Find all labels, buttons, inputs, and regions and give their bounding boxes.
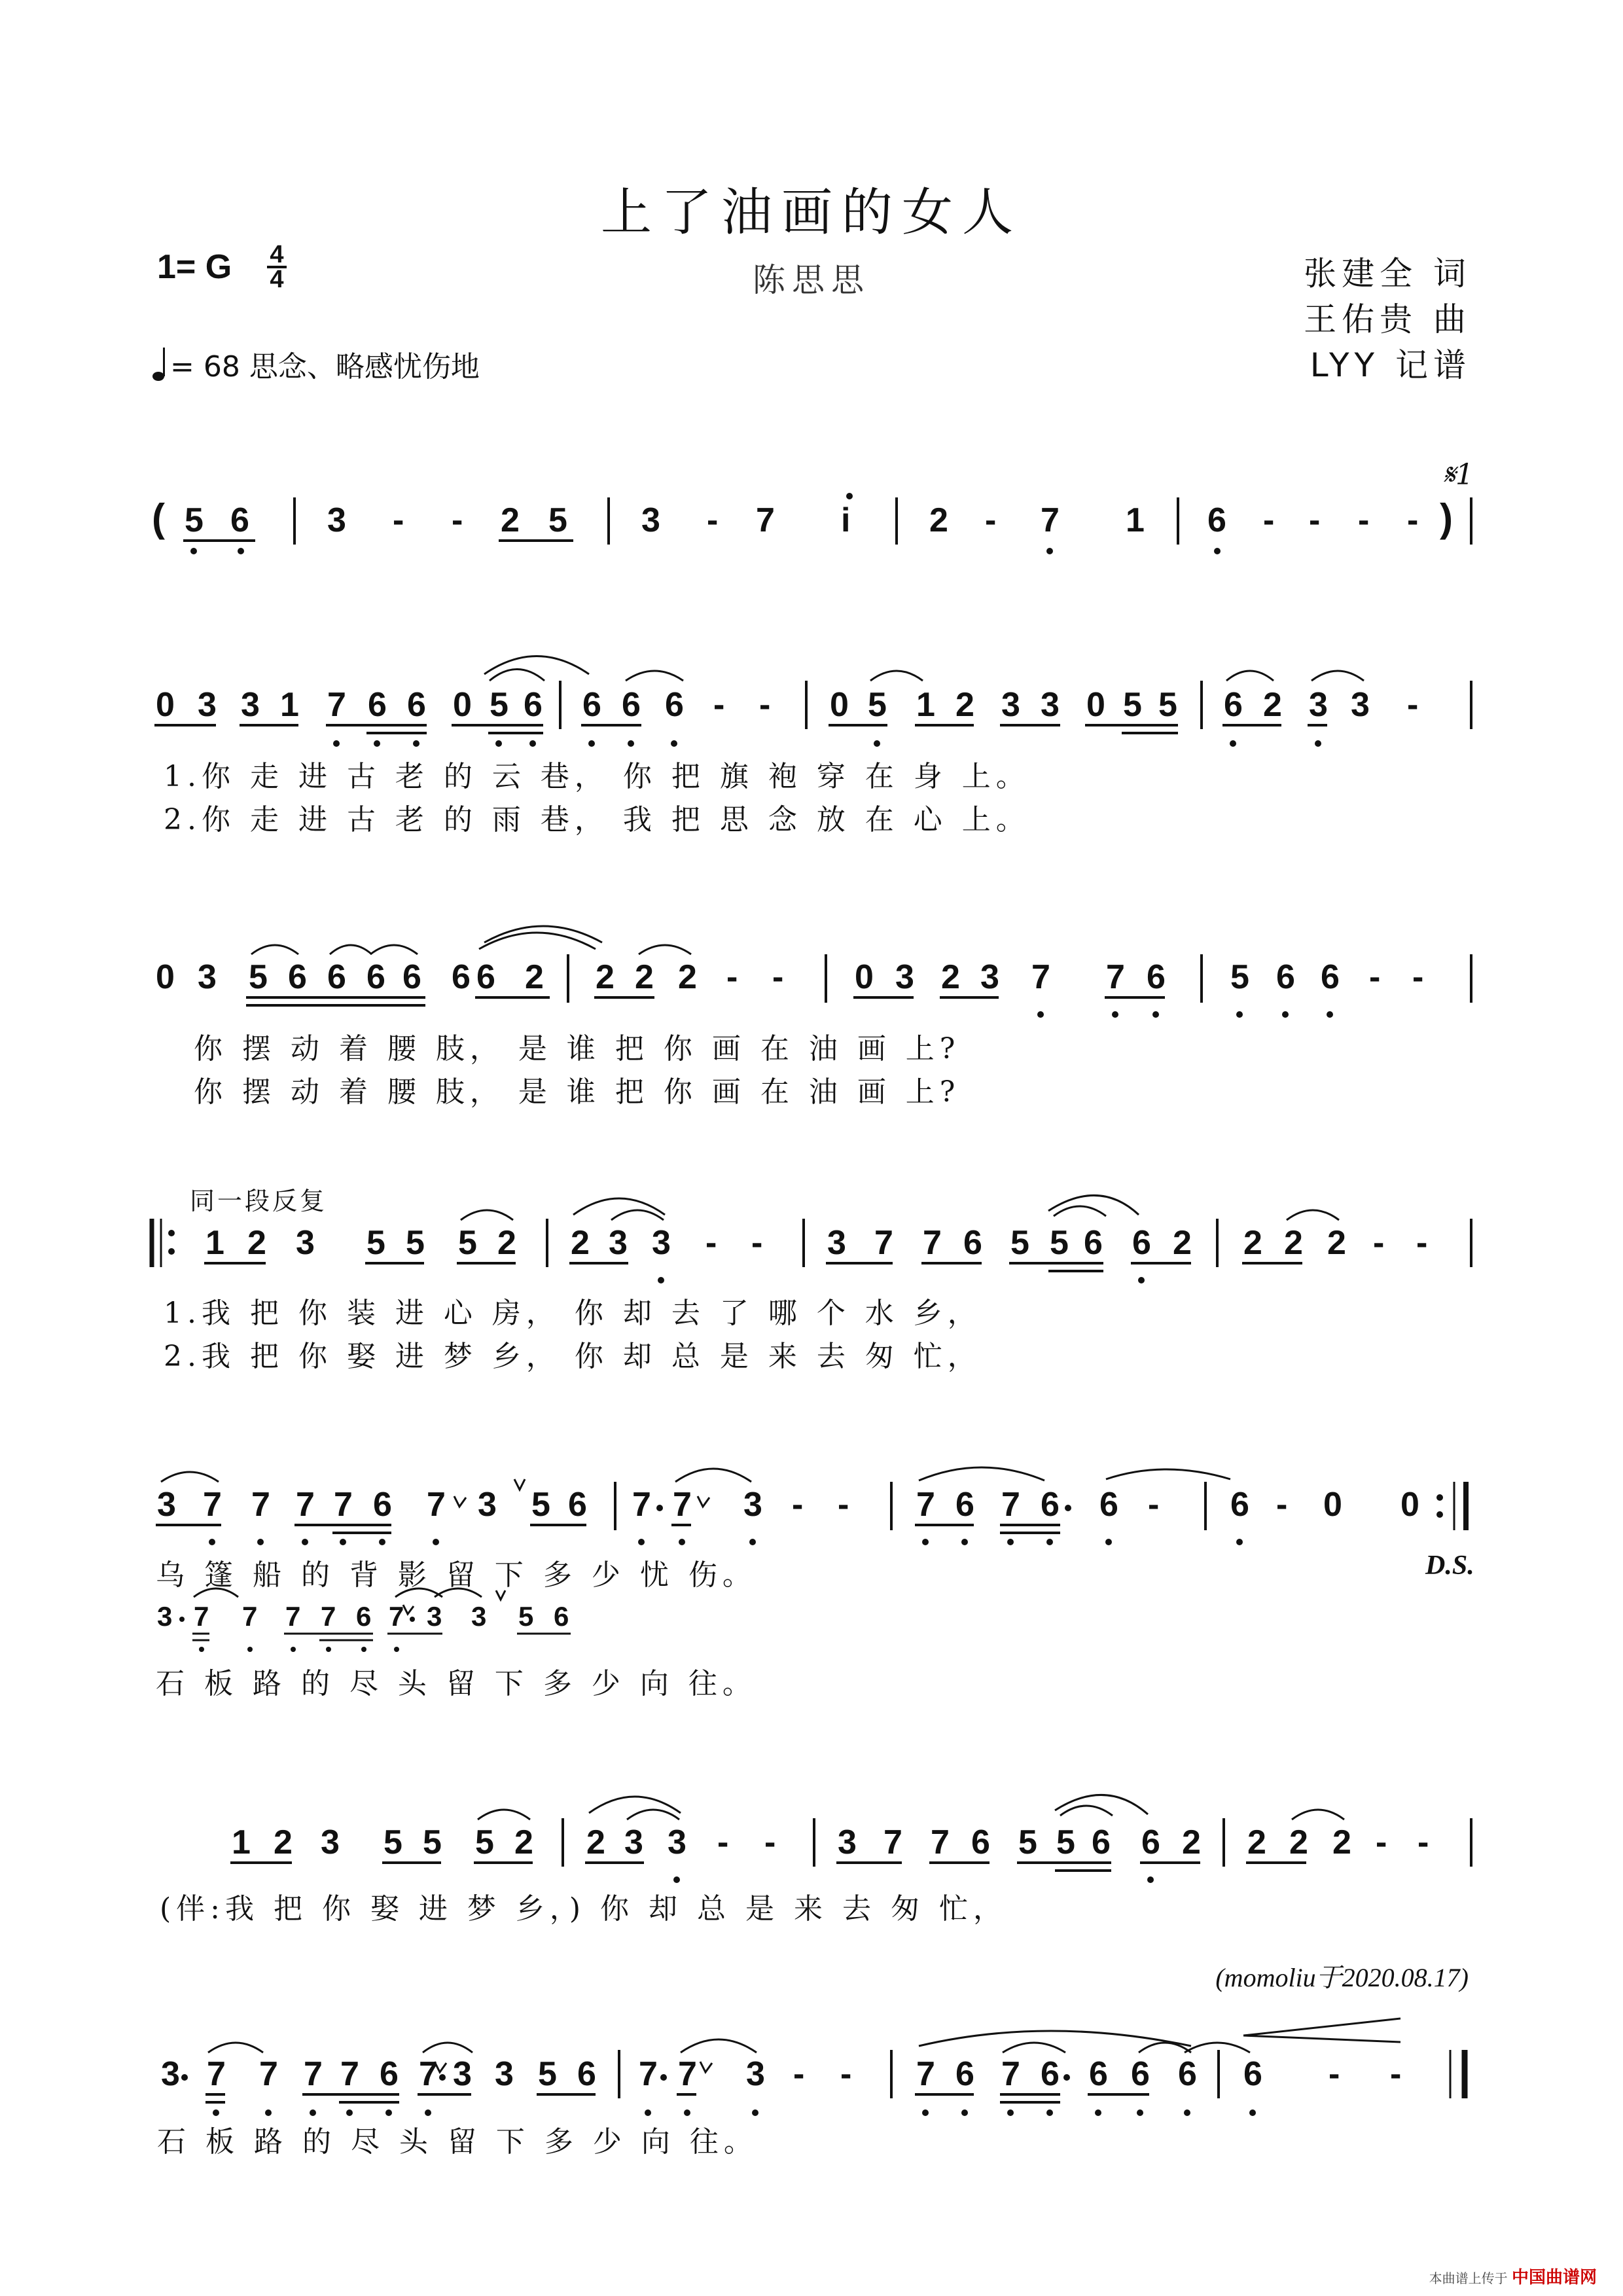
- svg-text:-: -: [1369, 958, 1381, 996]
- svg-text:3: 3: [895, 958, 914, 996]
- svg-text:6: 6: [1276, 958, 1295, 996]
- svg-text:0: 0: [1086, 686, 1105, 724]
- svg-text:5: 5: [1123, 686, 1142, 724]
- lyrics-row-4-verse-1: 1.我 把 你 装 进 心 房， 你 却 去 了 哪 个 水 乡，: [164, 1297, 982, 1330]
- svg-text:): ): [1440, 496, 1453, 540]
- svg-text:7: 7: [639, 2055, 658, 2093]
- song-title: 上了油画的女人: [600, 183, 1022, 242]
- svg-text:5: 5: [518, 1601, 534, 1632]
- lyrics-row-4-verse-2: 2.我 把 你 娶 进 梦 乡， 你 却 总 是 来 去 匆 忙，: [164, 1340, 982, 1373]
- svg-text:6: 6: [1099, 1486, 1118, 1524]
- footer-credit: [1429, 2264, 1597, 2288]
- svg-text:3: 3: [296, 1224, 315, 1262]
- svg-text:6: 6: [1230, 1486, 1249, 1524]
- svg-text:3: 3: [624, 1823, 643, 1861]
- score-row-1: [152, 493, 1471, 554]
- svg-text:7: 7: [916, 2055, 935, 2093]
- svg-text:-: -: [1263, 501, 1275, 539]
- svg-text:6: 6: [971, 1823, 990, 1861]
- lyricist-credit: 张建全 词: [1304, 255, 1471, 293]
- svg-text:7: 7: [923, 1224, 942, 1262]
- svg-text:0: 0: [830, 686, 849, 724]
- svg-text:6: 6: [955, 1486, 974, 1524]
- svg-text:3: 3: [478, 1486, 497, 1524]
- svg-text:2: 2: [1263, 686, 1282, 724]
- svg-text:3: 3: [827, 1224, 846, 1262]
- svg-text:0: 0: [855, 958, 874, 996]
- svg-text:7: 7: [756, 501, 775, 539]
- transcription-signature: (momoliu于2020.08.17): [1215, 1963, 1469, 1992]
- svg-text:5: 5: [490, 686, 508, 724]
- svg-text:-: -: [1276, 1486, 1288, 1524]
- svg-text:7: 7: [304, 2055, 323, 2093]
- svg-text:3: 3: [641, 501, 660, 539]
- svg-text:3: 3: [321, 1823, 340, 1861]
- svg-text:5: 5: [185, 501, 204, 539]
- svg-text:7: 7: [207, 2055, 226, 2093]
- svg-text:5: 5: [531, 1486, 550, 1524]
- svg-text:7: 7: [296, 1486, 315, 1524]
- time-bottom: 4: [270, 266, 284, 293]
- svg-text:7: 7: [931, 1823, 950, 1861]
- svg-text:7: 7: [1031, 958, 1050, 996]
- svg-text:5: 5: [1056, 1823, 1075, 1861]
- svg-text:6: 6: [1224, 686, 1243, 724]
- svg-text:3: 3: [980, 958, 999, 996]
- svg-text:6: 6: [476, 958, 495, 996]
- svg-text:7: 7: [1001, 1486, 1020, 1524]
- svg-text:7: 7: [427, 1486, 446, 1524]
- svg-text:6: 6: [622, 686, 641, 724]
- svg-text:3: 3: [1309, 686, 1328, 724]
- svg-text:-: -: [793, 2055, 805, 2093]
- svg-text:3: 3: [161, 2055, 180, 2093]
- svg-text:0: 0: [1323, 1486, 1342, 1524]
- svg-text:-: -: [1407, 501, 1419, 539]
- svg-text:2: 2: [1327, 1224, 1346, 1262]
- svg-text:6: 6: [582, 686, 601, 724]
- svg-text:6: 6: [1084, 1224, 1103, 1262]
- svg-text:-: -: [764, 1823, 776, 1861]
- svg-text:-: -: [713, 686, 725, 724]
- svg-text:7: 7: [1106, 958, 1125, 996]
- lyrics-row-3-verse-2: 你 摆 动 着 腰 肢， 是 谁 把 你 画 在 油 画 上?: [194, 1075, 961, 1109]
- svg-text:7: 7: [632, 1486, 651, 1524]
- transcriber-credit: LYY 记谱: [1310, 346, 1471, 384]
- svg-text:2: 2: [586, 1823, 605, 1861]
- svg-text:-: -: [1390, 2055, 1402, 2093]
- score-row-3: [156, 926, 1471, 1018]
- svg-text:7: 7: [194, 1601, 209, 1632]
- svg-text:2: 2: [1284, 1224, 1303, 1262]
- svg-text:-: -: [838, 1486, 849, 1524]
- svg-text:5: 5: [1050, 1224, 1069, 1262]
- svg-text:7: 7: [916, 1486, 935, 1524]
- svg-text:7: 7: [203, 1486, 222, 1524]
- svg-text:-: -: [1373, 1224, 1385, 1262]
- svg-text:5: 5: [458, 1224, 477, 1262]
- svg-text:7: 7: [883, 1823, 902, 1861]
- svg-text:5: 5: [475, 1823, 494, 1861]
- svg-text:-: -: [772, 958, 784, 996]
- svg-text:3: 3: [495, 2055, 514, 2093]
- svg-text:3: 3: [157, 1601, 173, 1632]
- svg-text:5: 5: [366, 1224, 385, 1262]
- svg-text:6: 6: [380, 2055, 399, 2093]
- svg-text:-: -: [985, 501, 997, 539]
- svg-text:3: 3: [327, 501, 346, 539]
- svg-text:6: 6: [1041, 1486, 1060, 1524]
- svg-text:-: -: [707, 501, 719, 539]
- svg-text:7: 7: [251, 1486, 270, 1524]
- lyrics-row-7: 石 板 路 的 尽 头 留 下 多 少 向 往。: [157, 2125, 758, 2159]
- svg-text:5: 5: [548, 501, 567, 539]
- svg-text:3: 3: [668, 1823, 687, 1861]
- svg-text:2: 2: [501, 501, 520, 539]
- svg-text:7: 7: [340, 2055, 359, 2093]
- score-row-7: [161, 2018, 1465, 2116]
- svg-text:7: 7: [419, 2055, 438, 2093]
- svg-text:3: 3: [241, 686, 260, 724]
- svg-text:-: -: [792, 1486, 804, 1524]
- svg-text:7: 7: [874, 1224, 893, 1262]
- svg-text:2: 2: [941, 958, 960, 996]
- svg-text:5: 5: [406, 1224, 425, 1262]
- svg-text:3: 3: [198, 958, 217, 996]
- svg-text:7: 7: [1001, 2055, 1020, 2093]
- svg-text:7: 7: [259, 2055, 278, 2093]
- repeat-label: 同一段反复: [190, 1187, 328, 1215]
- svg-text:6: 6: [963, 1224, 982, 1262]
- svg-text:6: 6: [230, 501, 249, 539]
- svg-text:5: 5: [1010, 1224, 1029, 1262]
- svg-text:6: 6: [554, 1601, 569, 1632]
- svg-text:-: -: [1329, 2055, 1340, 2093]
- svg-text:-: -: [393, 501, 404, 539]
- svg-text:2: 2: [1332, 1823, 1351, 1861]
- svg-text:0: 0: [156, 686, 175, 724]
- svg-text:6: 6: [1141, 1823, 1160, 1861]
- svg-text:5: 5: [423, 1823, 442, 1861]
- svg-text:3: 3: [838, 1823, 857, 1861]
- footer-site-logo[interactable]: 中国曲谱网: [1511, 2268, 1597, 2287]
- svg-text:2: 2: [929, 501, 948, 539]
- svg-text:2: 2: [1182, 1823, 1201, 1861]
- svg-text:2: 2: [274, 1823, 293, 1861]
- svg-text:2: 2: [247, 1224, 266, 1262]
- svg-text:2: 2: [678, 958, 697, 996]
- svg-text:6: 6: [366, 958, 385, 996]
- svg-text:5: 5: [1018, 1823, 1037, 1861]
- svg-text:-: -: [452, 501, 463, 539]
- svg-text:6: 6: [1178, 2055, 1197, 2093]
- svg-text:6: 6: [568, 1486, 587, 1524]
- svg-text:7: 7: [1041, 501, 1060, 539]
- svg-text:-: -: [1418, 1823, 1429, 1861]
- svg-text:-: -: [1407, 686, 1419, 724]
- svg-text:7: 7: [285, 1601, 301, 1632]
- svg-text:2: 2: [1289, 1823, 1308, 1861]
- svg-text:-: -: [717, 1823, 729, 1861]
- svg-text:6: 6: [356, 1601, 372, 1632]
- svg-text:1: 1: [205, 1224, 224, 1262]
- svg-text:6: 6: [327, 958, 346, 996]
- svg-text:3: 3: [453, 2055, 472, 2093]
- svg-text:3: 3: [609, 1224, 628, 1262]
- tempo-text: = 68 思念、略感忧伤地: [170, 350, 480, 384]
- svg-text:6: 6: [1092, 1823, 1111, 1861]
- key-signature: 1= G: [157, 248, 232, 286]
- svg-text:7: 7: [389, 1601, 404, 1632]
- svg-text:6: 6: [407, 686, 426, 724]
- svg-text:2: 2: [571, 1224, 590, 1262]
- score-row-4: [152, 1195, 1471, 1283]
- svg-text:3: 3: [1041, 686, 1060, 724]
- svg-text:(: (: [152, 496, 165, 540]
- lyrics-row-3-verse-1: 你 摆 动 着 腰 肢， 是 谁 把 你 画 在 油 画 上?: [194, 1032, 961, 1066]
- composer-credit: 王佑贵 曲: [1304, 300, 1471, 338]
- svg-text:3: 3: [1351, 686, 1370, 724]
- svg-text:-: -: [1376, 1823, 1387, 1861]
- svg-text:7: 7: [327, 686, 346, 724]
- svg-text:5: 5: [868, 686, 887, 724]
- svg-text:7: 7: [678, 2055, 697, 2093]
- svg-text:6: 6: [1131, 2055, 1150, 2093]
- svg-text:7: 7: [334, 1486, 353, 1524]
- svg-text:0: 0: [156, 958, 175, 996]
- lyrics-row-5: 乌 篷 船 的 背 影 留 下 多 少 忧 伤。: [156, 1558, 757, 1592]
- svg-text:i: i: [841, 501, 851, 539]
- svg-text:5: 5: [538, 2055, 557, 2093]
- svg-text:3: 3: [743, 1486, 762, 1524]
- svg-text:0: 0: [1400, 1486, 1419, 1524]
- lyrics-row-5-alt: 石 板 路 的 尽 头 留 下 多 少 向 往。: [156, 1667, 757, 1700]
- svg-text:1: 1: [916, 686, 935, 724]
- svg-text:2: 2: [1173, 1224, 1192, 1262]
- score-row-2: [154, 656, 1471, 747]
- singer-name: 陈思思: [753, 261, 870, 299]
- svg-text:2: 2: [525, 958, 544, 996]
- svg-text:-: -: [1416, 1224, 1428, 1262]
- svg-text:6: 6: [1243, 2055, 1262, 2093]
- svg-text:1: 1: [1126, 501, 1145, 539]
- svg-text:6: 6: [577, 2055, 596, 2093]
- svg-text:5: 5: [1158, 686, 1177, 724]
- svg-text:2: 2: [1247, 1823, 1266, 1861]
- svg-text:7: 7: [673, 1486, 692, 1524]
- svg-text:7: 7: [242, 1601, 258, 1632]
- svg-text:6: 6: [368, 686, 387, 724]
- svg-text:2: 2: [514, 1823, 533, 1861]
- svg-text:2: 2: [596, 958, 615, 996]
- svg-text:5: 5: [383, 1823, 402, 1861]
- svg-text:6: 6: [1321, 958, 1340, 996]
- svg-text:6: 6: [1207, 501, 1226, 539]
- svg-text:5: 5: [1230, 958, 1249, 996]
- svg-text:6: 6: [452, 958, 471, 996]
- svg-text:3: 3: [427, 1601, 442, 1632]
- svg-text:6: 6: [1147, 958, 1166, 996]
- svg-text:-: -: [751, 1224, 763, 1262]
- svg-text:-: -: [1412, 958, 1424, 996]
- svg-text:6: 6: [524, 686, 543, 724]
- svg-text:2: 2: [497, 1224, 516, 1262]
- svg-text:6: 6: [1132, 1224, 1151, 1262]
- svg-text:1: 1: [232, 1823, 251, 1861]
- segno-mark: 𝄋1: [1443, 458, 1474, 492]
- svg-text:2: 2: [955, 686, 974, 724]
- svg-text:-: -: [840, 2055, 852, 2093]
- svg-text:-: -: [1309, 501, 1321, 539]
- svg-text:3: 3: [471, 1601, 487, 1632]
- svg-text:2: 2: [1243, 1224, 1262, 1262]
- svg-text:3: 3: [157, 1486, 176, 1524]
- svg-text:6: 6: [955, 2055, 974, 2093]
- svg-text:-: -: [705, 1224, 717, 1262]
- svg-text:6: 6: [402, 958, 421, 996]
- svg-text:-: -: [726, 958, 738, 996]
- svg-text:-: -: [759, 686, 771, 724]
- svg-text:7: 7: [321, 1601, 336, 1632]
- svg-text:6: 6: [288, 958, 307, 996]
- svg-text:1: 1: [280, 686, 299, 724]
- svg-text:-: -: [1358, 501, 1370, 539]
- lyrics-row-6: (伴:我 把 你 娶 进 梦 乡，) 你 却 总 是 来 去 匆 忙，: [160, 1892, 1007, 1926]
- svg-text:6: 6: [665, 686, 684, 724]
- footer-upload-text: 本曲谱上传于: [1429, 2270, 1508, 2286]
- svg-text:6: 6: [1041, 2055, 1060, 2093]
- svg-text:0: 0: [453, 686, 472, 724]
- svg-text:6: 6: [1089, 2055, 1108, 2093]
- svg-text:-: -: [1148, 1486, 1160, 1524]
- lyrics-row-2-verse-2: 2.你 走 进 古 老 的 雨 巷， 我 把 思 念 放 在 心 上。: [164, 803, 1030, 836]
- svg-text:3: 3: [1001, 686, 1020, 724]
- svg-text:3: 3: [652, 1224, 671, 1262]
- score-row-6: [230, 1795, 1471, 1883]
- svg-text:3: 3: [746, 2055, 765, 2093]
- svg-text:2: 2: [635, 958, 654, 996]
- svg-text:5: 5: [249, 958, 268, 996]
- time-top: 4: [270, 241, 284, 268]
- svg-text:3: 3: [198, 686, 217, 724]
- ds-marking: D.S.: [1425, 1551, 1474, 1581]
- svg-text:6: 6: [373, 1486, 392, 1524]
- lyrics-row-2-verse-1: 1.你 走 进 古 老 的 云 巷， 你 把 旗 袍 穿 在 身 上。: [164, 760, 1030, 793]
